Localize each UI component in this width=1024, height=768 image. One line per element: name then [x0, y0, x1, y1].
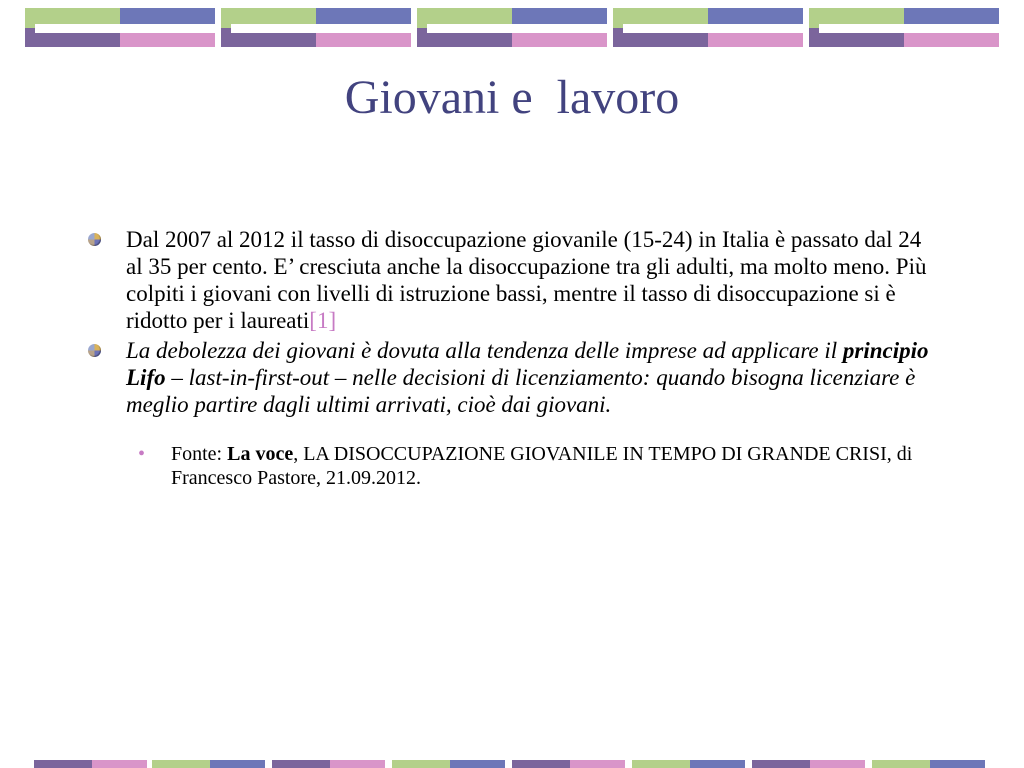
- decor-block: [221, 8, 411, 47]
- source-note: [86, 442, 946, 490]
- source-publication: La voce: [227, 443, 294, 465]
- source-prefix: Fonte:: [171, 443, 228, 465]
- header-decoration: [0, 8, 1024, 48]
- bullet-item: [86, 337, 946, 418]
- source-text: [171, 442, 931, 490]
- decor-block: [613, 8, 803, 47]
- bullet-icon: [88, 344, 101, 357]
- slide-title: Giovani e lavoro: [344, 71, 680, 124]
- footer-decoration: [0, 760, 1024, 768]
- bullet-text-bold: principio Lifo: [126, 338, 929, 390]
- bullet-item: [86, 226, 946, 334]
- bullet-text-before: La debolezza dei giovani è dovuta alla tendenza delle imprese ad applicare il: [126, 338, 843, 363]
- bullet-text-body: Dal 2007 al 2012 il tasso di disoccupazione giovanile (15-24) in Italia è passato dal 24 al 35 per cento. E’ cresciuta anche la disoccupazione tra gli adulti, ma molto meno. Più colpiti i giovani con livelli di istruzione bassi, mentre il tasso di disoccupazione si è ridotto per i laureati: [126, 227, 927, 333]
- decor-block: [25, 8, 215, 47]
- slide-body: [86, 226, 946, 490]
- source-details: , LA DISOCCUPAZIONE GIOVANILE IN TEMPO DI GRANDE CRISI, di Francesco Pastore, 21.09.2012.: [171, 443, 913, 489]
- decor-block: [417, 8, 607, 47]
- bullet-text: [126, 226, 936, 334]
- bullet-icon: [88, 233, 101, 246]
- bullet-text: [126, 337, 936, 418]
- footnote-reference-link[interactable]: [1]: [309, 308, 337, 333]
- sub-bullet-icon: •: [138, 443, 146, 465]
- bullet-text-after: – last-in-first-out – nelle decisioni di licenziamento: quando bisogna licenziare è meglio partire dagli ultimi arrivati, cioè dai giovani.: [126, 365, 916, 417]
- decor-block: [809, 8, 999, 47]
